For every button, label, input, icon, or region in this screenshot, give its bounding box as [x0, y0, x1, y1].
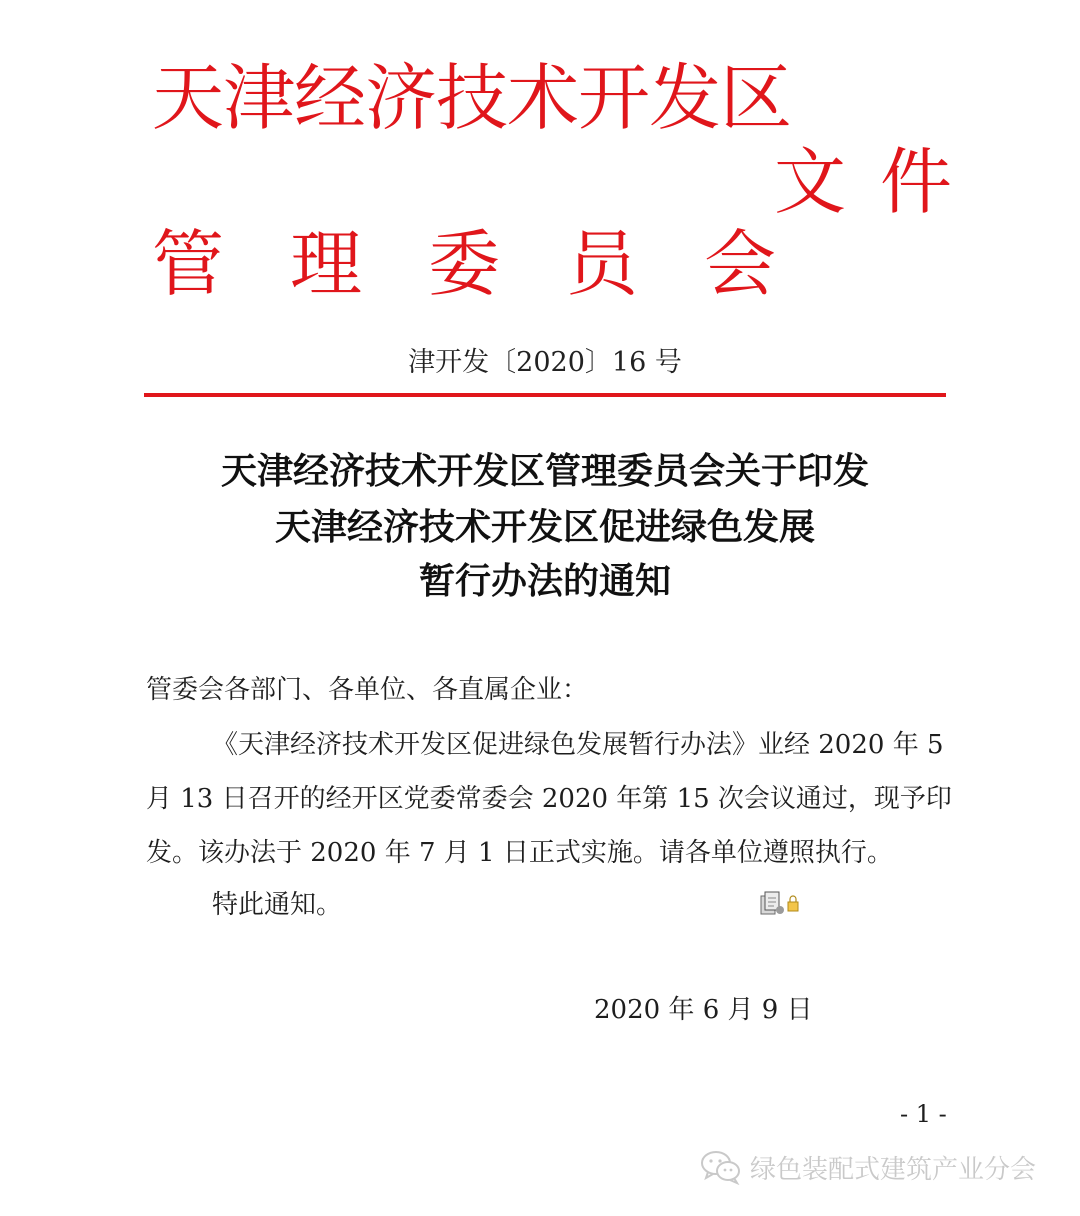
letterhead-wenjian: 文件	[774, 140, 987, 224]
letterhead-line-1: 天津经济技术开发区	[152, 56, 792, 140]
title-line-3: 暂行办法的通知	[418, 561, 671, 602]
wechat-icon	[700, 1149, 742, 1185]
red-divider-rule	[144, 393, 946, 397]
issue-date: 2020 年 6 月 9 日	[594, 995, 813, 1025]
addressee: 管委会各部门、各单位、各直属企业：	[146, 675, 589, 705]
title-line-1: 天津经济技术开发区管理委员会关于印发	[220, 451, 869, 492]
letterhead-line-2: 管理委员会	[152, 222, 843, 306]
paragraph-line-2: 月 13 日召开的经开区党委常委会 2020 年第 15 次会议通过，现予印	[146, 784, 952, 814]
watermark	[700, 1147, 1036, 1187]
attachment-stamp-icon	[760, 890, 804, 916]
page-number: - 1 -	[900, 1100, 947, 1128]
document-number: 津开发〔2020〕16 号	[408, 347, 682, 378]
closing-remark: 特此通知。	[212, 890, 343, 920]
watermark-text: 绿色装配式建筑产业分会	[750, 1154, 1037, 1185]
paragraph-line-3: 发。该办法于 2020 年 7 月 1 日正式实施。请各单位遵照执行。	[146, 838, 893, 868]
title-line-2: 天津经济技术开发区促进绿色发展	[274, 507, 815, 548]
paragraph-line-1: 《天津经济技术开发区促进绿色发展暂行办法》业经 2020 年 5	[212, 730, 944, 760]
